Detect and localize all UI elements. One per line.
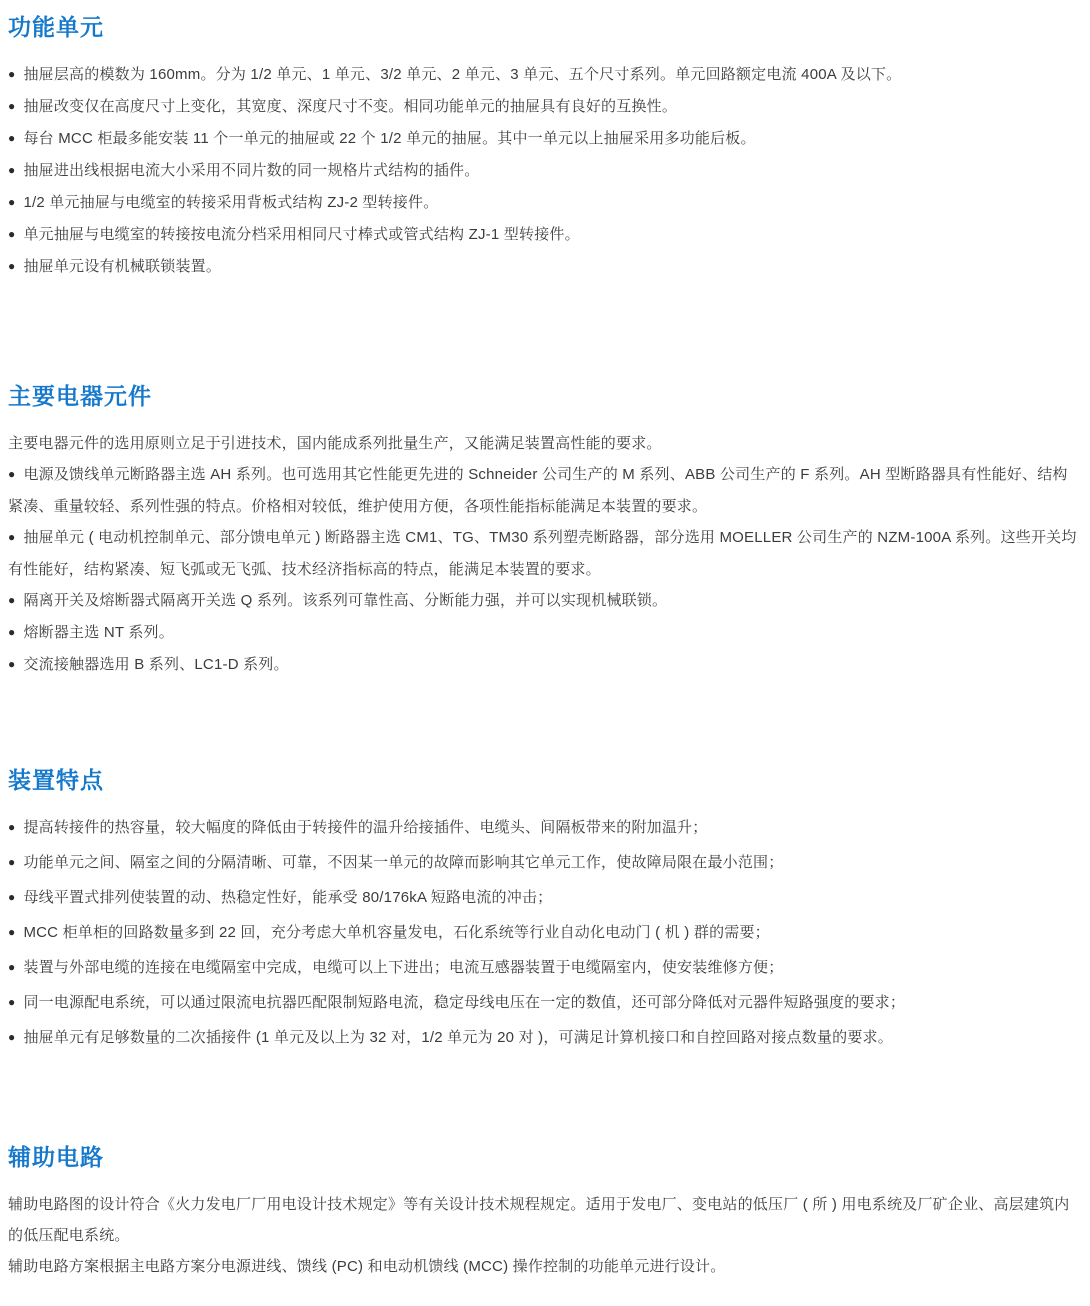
- body-paragraph: 辅助电路图的设计符合《火力发电厂厂用电设计技术规定》等有关设计技术规程规定。适用于发电厂、变电站的低压厂 ( 所 ) 用电系统及厂矿企业、高层建筑内的低压配电系统。: [8, 1196, 1070, 1244]
- bullet-icon: ●: [8, 820, 16, 834]
- bullet-icon: ●: [8, 99, 16, 113]
- bullet-text: 电源及馈线单元断路器主选 AH 系列。也可选用其它性能更先进的 Schneider 公司生产的 M 系列、ABB 公司生产的 F 系列。AH 型断路器具有性能好、结构紧凑、重量较轻、系列性强的特点。价格相对较低，维护使用方便，各项性能指标能满足本装置的要求。: [8, 466, 1068, 515]
- bullet-icon: ●: [8, 890, 16, 904]
- bullet-text: 母线平置式排列使装置的动、热稳定性好，能承受 80/176kA 短路电流的冲击；: [23, 889, 553, 906]
- bullet-item: [8, 649, 1082, 681]
- bullet-item: [8, 187, 1082, 219]
- bullet-icon: ●: [8, 227, 16, 241]
- bullet-text: 交流接触器选用 B 系列、LC1-D 系列。: [23, 656, 289, 673]
- bullet-icon: ●: [8, 855, 16, 869]
- bullet-item: [8, 952, 1082, 984]
- bullet-icon: ●: [8, 960, 16, 974]
- bullet-icon: ●: [8, 995, 16, 1009]
- bullet-icon: ●: [8, 625, 16, 639]
- section-functional-unit: [8, 12, 1082, 283]
- bullet-item: [8, 59, 1082, 91]
- bullet-text: 提高转接件的热容量，较大幅度的降低由于转接件的温升给接插件、电缆头、间隔板带来的附加温升；: [23, 819, 708, 836]
- bullet-text: 抽屉单元设有机械联锁装置。: [23, 258, 222, 275]
- bullet-text: MCC 柜单柜的回路数量多到 22 回，充分考虑大单机容量发电，石化系统等行业自动化电动门 ( 机 ) 群的需要；: [23, 924, 770, 941]
- bullet-list: [8, 59, 1082, 283]
- bullet-text: 同一电源配电系统，可以通过限流电抗器匹配限制短路电流，稳定母线电压在一定的数值，还可部分降低对元器件短路强度的要求；: [23, 994, 906, 1011]
- bullet-text: 抽屉改变仅在高度尺寸上变化，其宽度、深度尺寸不变。相同功能单元的抽屉具有良好的互换性。: [23, 98, 678, 115]
- bullet-icon: ●: [8, 657, 16, 671]
- bullet-icon: ●: [8, 131, 16, 145]
- bullet-item: [8, 91, 1082, 123]
- bullet-icon: ●: [8, 1030, 16, 1044]
- bullet-icon: ●: [8, 467, 16, 481]
- bullet-icon: ●: [8, 195, 16, 209]
- section-main-electrical-components: [8, 381, 1082, 681]
- section-title-functional-unit: 功能单元: [8, 14, 104, 40]
- bullet-text: 抽屉单元有足够数量的二次插接件 (1 单元及以上为 32 对，1/2 单元为 20 对 )，可满足计算机接口和自控回路对接点数量的要求。: [23, 1029, 893, 1046]
- bullet-item: [8, 847, 1082, 879]
- bullet-item: [8, 219, 1082, 251]
- bullet-icon: ●: [8, 259, 16, 273]
- bullet-text: 功能单元之间、隔室之间的分隔清晰、可靠，不因某一单元的故障而影响其它单元工作，使故障局限在最小范围；: [23, 854, 784, 871]
- bullet-list: [8, 459, 1082, 681]
- bullet-text: 1/2 单元抽屉与电缆室的转接采用背板式结构 ZJ-2 型转接件。: [23, 194, 439, 211]
- bullet-item: [8, 987, 1082, 1019]
- bullet-icon: ●: [8, 67, 16, 81]
- bullet-icon: ●: [8, 530, 16, 544]
- bullet-text: 装置与外部电缆的连接在电缆隔室中完成，电缆可以上下进出；电流互感器装置于电缆隔室内，使安装维修方便；: [23, 959, 784, 976]
- bullet-item: [8, 1022, 1082, 1054]
- bullet-text: 隔离开关及熔断器式隔离开关选 Q 系列。该系列可靠性高、分断能力强，并可以实现机械联锁。: [23, 592, 668, 609]
- section-device-features: [8, 765, 1082, 1054]
- bullet-item: [8, 585, 1082, 617]
- bullet-item: [8, 882, 1082, 914]
- bullet-item: [8, 123, 1082, 155]
- bullet-list: [8, 812, 1082, 1054]
- bullet-item: [8, 917, 1082, 949]
- section-title-auxiliary-circuit: 辅助电路: [8, 1144, 104, 1170]
- section-auxiliary-circuit: [8, 1142, 1082, 1282]
- bullet-text: 抽屉单元 ( 电动机控制单元、部分馈电单元 ) 断路器主选 CM1、TG、TM30 系列塑壳断路器，部分选用 MOELLER 公司生产的 NZM-100A 系列。这些开关均有性能好，结构紧凑、短飞弧或无飞弧、技术经济指标高的特点，能满足本装置的要求。: [8, 529, 1077, 578]
- bullet-item: [8, 155, 1082, 187]
- bullet-icon: ●: [8, 593, 16, 607]
- bullet-item: [8, 251, 1082, 283]
- section-title-device-features: 装置特点: [8, 767, 104, 793]
- bullet-text: 抽屉层高的模数为 160mm。分为 1/2 单元、1 单元、3/2 单元、2 单元、3 单元、五个尺寸系列。单元回路额定电流 400A 及以下。: [23, 66, 902, 83]
- bullet-item: [8, 812, 1082, 844]
- bullet-icon: ●: [8, 925, 16, 939]
- bullet-item: [8, 522, 1082, 585]
- bullet-item: [8, 459, 1082, 522]
- bullet-text: 单元抽屉与电缆室的转接按电流分档采用相同尺寸棒式或管式结构 ZJ-1 型转接件。: [23, 226, 580, 243]
- bullet-text: 抽屉进出线根据电流大小采用不同片数的同一规格片式结构的插件。: [23, 162, 480, 179]
- bullet-text: 每台 MCC 柜最多能安装 11 个一单元的抽屉或 22 个 1/2 单元的抽屉。其中一单元以上抽屉采用多功能后板。: [23, 130, 756, 147]
- body-paragraph: 辅助电路方案根据主电路方案分电源进线、馈线 (PC) 和电动机馈线 (MCC) 操作控制的功能单元进行设计。: [8, 1258, 726, 1275]
- bullet-item: [8, 617, 1082, 649]
- bullet-text: 熔断器主选 NT 系列。: [23, 624, 174, 641]
- bullet-icon: ●: [8, 163, 16, 177]
- intro-paragraph: 主要电器元件的选用原则立足于引进技术，国内能成系列批量生产，又能满足装置高性能的要求。: [8, 435, 662, 452]
- section-title-main-electrical-components: 主要电器元件: [8, 383, 152, 409]
